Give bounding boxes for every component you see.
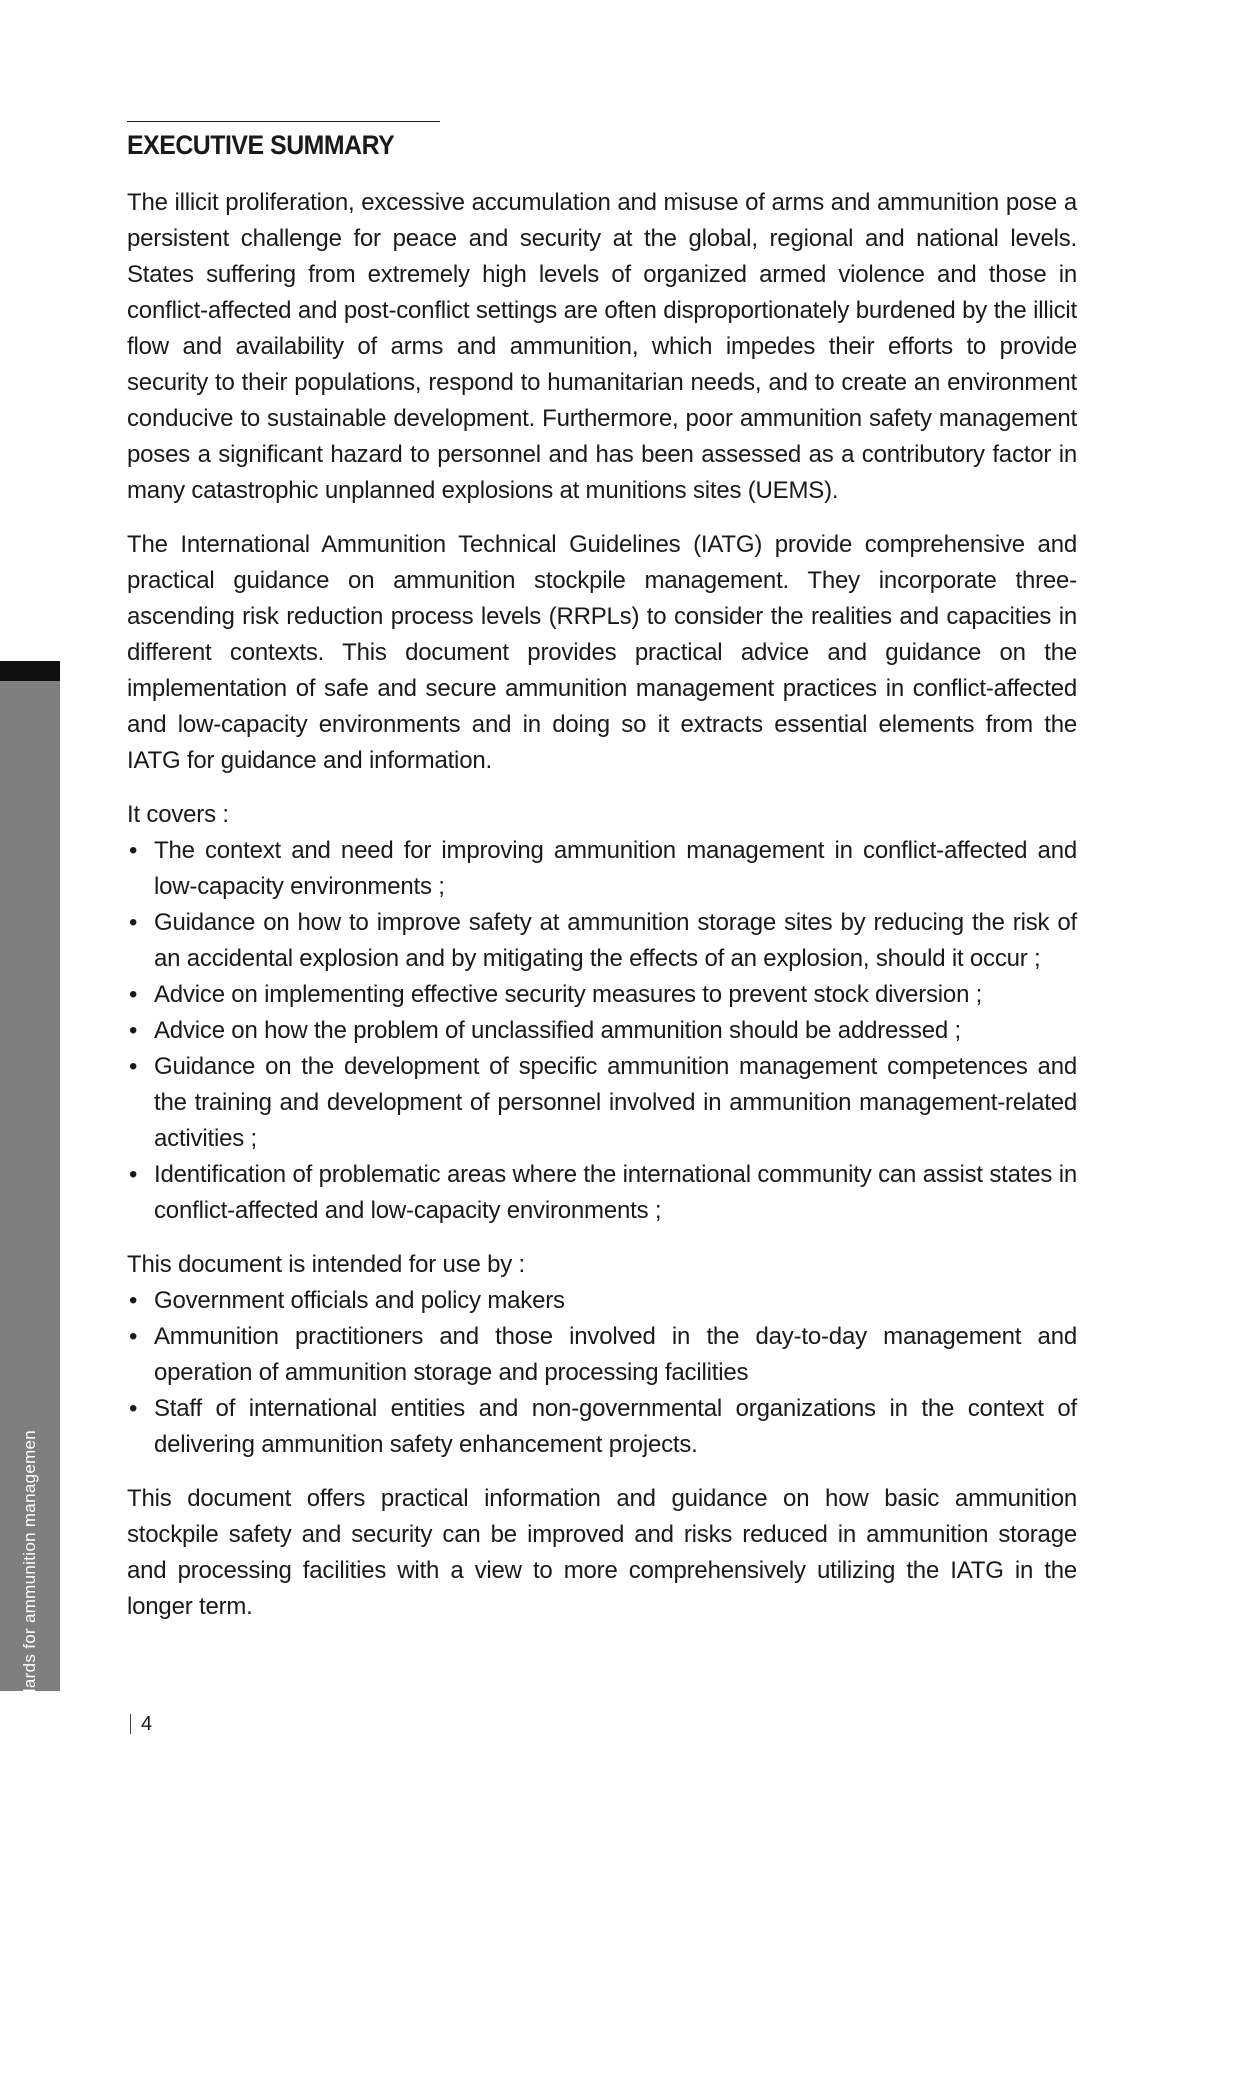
audience-list — [127, 1283, 1077, 1463]
running-title: A guide to developing national standards for ammunition managemen — [20, 1429, 39, 1973]
page-number: 4 — [141, 1713, 153, 1735]
covers-list — [127, 833, 1077, 1229]
list-item: • Guidance on the development of specific ammunition management competences and the training and development of personnel involved in ammunition management-related activities ; — [127, 1049, 1077, 1157]
closing-paragraph: This document offers practical information and guidance on how basic ammunition stockpile safety and security can be improved and risks reduced in ammunition storage and processing facilities with a view to more comprehensively utilizing the IATG in the longer term. — [127, 1485, 1077, 1620]
footer-divider — [130, 1714, 131, 1734]
paragraph: The International Ammunition Technical Guidelines (IATG) provide comprehensive and practical guidance on ammunition stockpile management. They incorporate three-ascending risk reduction process levels (RRPLs) to consider the realities and capacities in different contexts. This document provides practical advice and guidance on the implementation of safe and secure ammunition management practices in conflict-affected and low-capacity environments and in doing so it extracts essential elements from the IATG for guidance and information. — [127, 531, 1077, 774]
covers-intro: It covers : — [127, 801, 229, 828]
list-item: • Government officials and policy makers — [127, 1283, 1077, 1319]
heading-rule — [127, 121, 440, 122]
audience-intro: This document is intended for use by : — [127, 1251, 525, 1278]
sidebar-marker — [0, 661, 60, 681]
list-item: • Guidance on how to improve safety at ammunition storage sites by reducing the risk of an accidental explosion and by mitigating the effects of an explosion, should it occur ; — [127, 905, 1077, 977]
sidebar-band — [0, 681, 60, 1973]
list-item: • Advice on implementing effective security measures to prevent stock diversion ; — [127, 977, 1077, 1013]
body-text — [127, 185, 1077, 1643]
list-item: • Identification of problematic areas where the international community can assist states in conflict-affected and low-capacity environments ; — [127, 1157, 1077, 1229]
list-item: • The context and need for improving ammunition management in conflict-affected and low-capacity environments ; — [127, 833, 1077, 905]
list-item: • Advice on how the problem of unclassified ammunition should be addressed ; — [127, 1013, 1077, 1049]
paragraph: The illicit proliferation, excessive accumulation and misuse of arms and ammunition pose a persistent challenge for peace and security at the global, regional and national levels. States suffering from extremely high levels of organized armed violence and those in conflict-affected and post-conflict settings are often disproportionately burdened by the illicit flow and availability of arms and ammunition, which impedes their efforts to provide security to their populations, respond to humanitarian needs, and to create an environment conducive to sustainable development. Furthermore, poor ammunition safety management poses a significant hazard to personnel and has been assessed as a contributory factor in many catastrophic unplanned explosions at munitions sites (UEMS). — [127, 189, 1077, 504]
list-item: • Ammunition practitioners and those involved in the day-to-day management and operation of ammunition storage and processing facilities — [127, 1319, 1077, 1391]
page-title: EXECUTIVE SUMMARY — [127, 130, 395, 160]
list-item: • Staff of international entities and non-governmental organizations in the context of delivering ammunition safety enhancement projects. — [127, 1391, 1077, 1463]
